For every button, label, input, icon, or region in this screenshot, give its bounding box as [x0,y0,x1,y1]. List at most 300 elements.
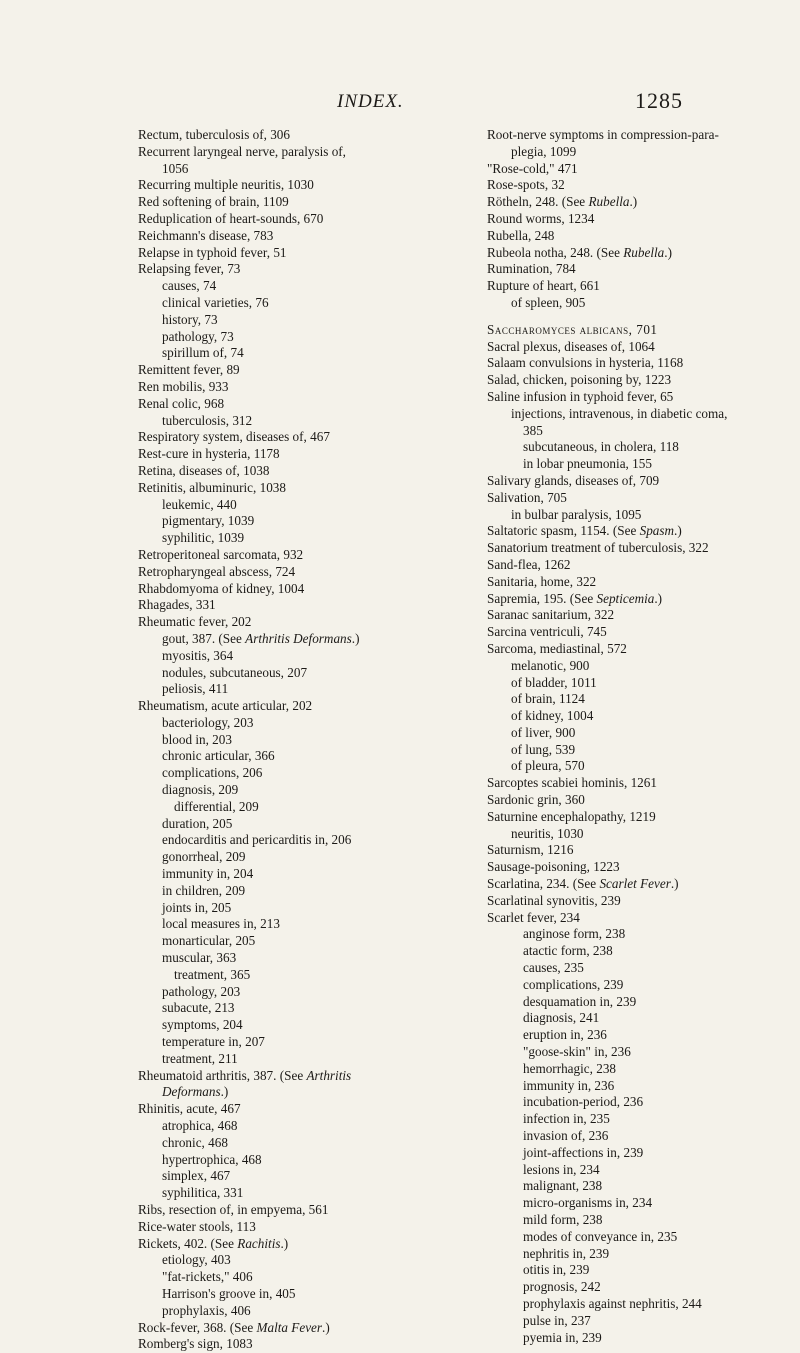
index-entry [487,389,800,406]
index-subentry [487,406,800,423]
index-entry [487,591,800,608]
index-subentry [138,967,476,984]
entry-text: etiology, 403 [162,1252,231,1268]
index-entry [487,574,800,591]
entry-text: nephritis in, 239 [523,1245,610,1261]
entry-text: mild form, 238 [523,1212,603,1227]
index-entry [138,228,476,245]
entry-text: micro-organisms in, 234 [523,1195,653,1211]
entry-text: differential, 209 [174,798,259,814]
index-entry [487,876,800,893]
entry-text: atrophica, 468 [162,1118,238,1134]
entry-text: Scarlatina, 234. (See [487,876,600,892]
index-subentry [487,708,800,725]
entry-text: Sarcoma, mediastinal, 572 [487,640,627,656]
index-subentry [138,1051,476,1068]
entry-text: local measures in, 213 [162,916,280,932]
index-subentry [138,782,476,799]
index-subentry [138,732,476,749]
index-entry [138,194,476,211]
entry-text: Rice-water stools, 113 [138,1218,256,1234]
entry-text: duration, 205 [162,815,233,831]
index-subentry [487,1246,800,1263]
index-entry [138,597,476,614]
index-entry [487,641,800,658]
index-subentry [487,144,800,161]
entry-text: Sardonic grin, 360 [487,792,585,808]
entry-text: causes, 235 [523,960,584,976]
entry-text: pyemia in, 239 [523,1329,602,1345]
index-subentry [487,1094,800,1111]
index-entry [487,910,800,927]
cross-reference: Deformans [162,1084,221,1100]
index-entry [138,1320,476,1337]
index-entry [487,245,800,262]
index-entry [138,698,476,715]
entry-text: Recurrent laryngeal nerve, paralysis of, [138,143,346,159]
entry-text: injections, intravenous, in diabetic coma, [511,405,728,421]
index-entry [138,1202,476,1219]
entry-text: Scarlatinal synovitis, 239 [487,892,621,908]
entry-text: monarticular, 205 [162,933,256,949]
entry-text: of pleura, 570 [511,758,585,774]
index-subentry [487,1229,800,1246]
entry-text: of kidney, 1004 [511,708,594,724]
index-entry [487,228,800,245]
index-entry [487,842,800,859]
index-entry [487,127,800,144]
entry-text: pathology, 73 [162,328,234,344]
index-subentry [138,312,476,329]
entry-text: Romberg's sign, 1083 [138,1336,253,1352]
index-subentry [138,1168,476,1185]
index-entry [138,564,476,581]
entry-text: Rheumatoid arthritis, 387. (See [138,1067,307,1083]
index-entry [138,379,476,396]
entry-text: endocarditis and pericarditis in, 206 [162,832,352,848]
entry-text: 1056 [162,160,189,176]
index-subentry [138,631,476,648]
entry-text: blood in, 203 [162,731,232,747]
index-entry [138,547,476,564]
entry-text: incubation-period, 236 [523,1094,644,1110]
index-entry [138,144,476,161]
entry-text: Retinitis, albuminuric, 1038 [138,479,286,495]
index-entry [487,177,800,194]
entry-text: myositis, 364 [162,647,234,663]
entry-text: Sausage-poisoning, 1223 [487,859,620,875]
cross-reference: Rubella [623,244,665,260]
section-gap [487,312,800,322]
entry-text: Rötheln, 248. (See [487,194,589,210]
entry-tail: .) [220,1084,229,1100]
index-entry [487,211,800,228]
index-subentry [138,278,476,295]
entry-text: hypertrophica, 468 [162,1151,262,1167]
entry-text: causes, 74 [162,278,217,294]
entry-text: plegia, 1099 [511,143,577,159]
index-subentry [138,329,476,346]
entry-text: nodules, subcutaneous, 207 [162,664,308,680]
index-entry [138,245,476,262]
entry-text: Sapremia, 195. (See [487,590,597,606]
entry-text: 385 [523,422,543,438]
index-entry [487,278,800,295]
cross-reference: Rubella [588,194,630,210]
entry-text: Sanatorium treatment of tuberculosis, 322 [487,540,709,556]
index-subentry [487,295,800,312]
index-entry [138,362,476,379]
entry-text: muscular, 363 [162,950,237,966]
entry-text: Saltatoric spasm, 1154. (See [487,523,640,539]
entry-text: Salivation, 705 [487,489,567,505]
entry-text: complications, 239 [523,976,624,992]
entry-text: pulse in, 237 [523,1312,591,1328]
index-entry [487,557,800,574]
index-entry [138,581,476,598]
entry-text: hemorrhagic, 238 [523,1060,617,1076]
entry-text: immunity in, 236 [523,1077,615,1093]
index-entry [487,792,800,809]
index-subentry [487,994,800,1011]
index-subentry [487,1178,800,1195]
index-subentry [138,883,476,900]
index-subentry [138,748,476,765]
entry-text: Sarcoptes scabiei hominis, 1261 [487,775,657,791]
entry-text: "goose-skin" in, 236 [523,1044,631,1060]
entry-tail: .) [280,1235,289,1251]
index-subentry [138,866,476,883]
index-subentry [487,423,800,440]
index-entry [487,624,800,641]
entry-text: Remittent fever, 89 [138,362,240,378]
entry-text: Rectum, tuberculosis of, 306 [138,127,290,142]
entry-text: simplex, 467 [162,1168,231,1184]
index-entry [487,355,800,372]
index-subentry [487,1111,800,1128]
entry-text: Rubella, 248 [487,227,555,243]
index-subentry [487,1162,800,1179]
entry-text: Recurring multiple neuritis, 1030 [138,177,314,193]
entry-text: Scarlet fever, 234 [487,909,580,925]
entry-text: immunity in, 204 [162,866,254,882]
index-entry [138,1101,476,1118]
entry-text: gonorrheal, 209 [162,849,246,865]
index-column-left [138,127,476,1353]
entry-text: of spleen, 905 [511,294,586,310]
index-subentry [138,681,476,698]
entry-tail: .) [351,630,360,646]
entry-text: joint-affections in, 239 [523,1144,644,1160]
entry-text: of lung, 539 [511,741,576,757]
entry-text: Harrison's groove in, 405 [162,1285,296,1301]
entry-text: anginose form, 238 [523,926,626,942]
index-entry [487,809,800,826]
index-subentry [138,715,476,732]
index-subentry [138,1135,476,1152]
entry-text: Relapsing fever, 73 [138,261,241,277]
index-entry [487,194,800,211]
cross-reference: Septicemia [596,590,655,606]
entry-text: of brain, 1124 [511,691,585,707]
index-entry [138,396,476,413]
index-entry [138,1219,476,1236]
entry-text: leukemic, 440 [162,496,237,512]
cross-reference: Rachitis [237,1235,281,1251]
running-head-title: INDEX. [337,91,404,112]
entry-tail: .) [670,876,679,892]
cross-reference: Spasm [639,523,675,539]
entry-text: Rubeola notha, 248. (See [487,244,624,260]
entry-text: syphilitic, 1039 [162,530,245,546]
index-subentry [487,758,800,775]
entry-text: modes of conveyance in, 235 [523,1228,678,1244]
index-subentry [487,1279,800,1296]
index-subentry [138,1286,476,1303]
index-subentry [138,295,476,312]
index-subentry [138,161,476,178]
index-entry [138,1336,476,1353]
index-subentry [487,725,800,742]
entry-text: Salad, chicken, poisoning by, 1223 [487,372,672,388]
index-subentry [487,943,800,960]
entry-tail: .) [664,244,672,260]
entry-text: in bulbar paralysis, 1095 [511,506,642,522]
index-entry [138,446,476,463]
index-entry [487,473,800,490]
index-subentry [487,1078,800,1095]
entry-text: Rheumatic fever, 202 [138,614,252,630]
index-subentry [487,826,800,843]
entry-text: in lobar pneumonia, 155 [523,456,652,472]
entry-text: peliosis, 411 [162,681,229,697]
index-entry [487,161,800,178]
index-subentry [487,1044,800,1061]
index-subentry [487,1061,800,1078]
entry-text: Saline infusion in typhoid fever, 65 [487,388,674,404]
entry-text: chronic, 468 [162,1134,228,1150]
entry-text: Rhabdomyoma of kidney, 1004 [138,580,305,596]
entry-tail: .) [674,523,682,539]
entry-text: Salaam convulsions in hysteria, 1168 [487,355,684,371]
entry-text: in children, 209 [162,882,246,898]
entry-text: Rest-cure in hysteria, 1178 [138,446,280,462]
index-entry [487,322,800,339]
entry-text: desquamation in, 239 [523,993,637,1009]
index-entry [138,429,476,446]
index-entry [487,775,800,792]
index-entry [138,480,476,497]
entry-text: treatment, 365 [174,966,251,982]
index-entry [487,339,800,356]
index-subentry [487,1010,800,1027]
index-subentry [138,916,476,933]
index-subentry [138,413,476,430]
index-subentry [487,1262,800,1279]
index-subentry [138,900,476,917]
entry-text: prophylaxis, 406 [162,1302,251,1318]
entry-text: temperature in, 207 [162,1034,265,1050]
entry-text: Saccharomyces albicans, 701 [487,321,658,337]
entry-text: history, 73 [162,311,218,327]
entry-text: Reduplication of heart-sounds, 670 [138,210,324,226]
index-entry [487,372,800,389]
entry-text: Renal colic, 968 [138,395,225,411]
index-entry [138,177,476,194]
entry-text: clinical varieties, 76 [162,294,269,310]
index-subentry [487,1027,800,1044]
index-subentry [487,1212,800,1229]
cross-reference: Arthritis Deformans [245,630,352,646]
index-subentry [138,648,476,665]
index-subentry [487,675,800,692]
index-entry [487,523,800,540]
entry-text: atactic form, 238 [523,943,613,959]
entry-text: subcutaneous, in cholera, 118 [523,439,679,455]
entry-text: neuritis, 1030 [511,825,584,841]
entry-text: Rhagades, 331 [138,597,216,613]
index-subentry [138,513,476,530]
entry-text: Root-nerve symptoms in compression-para- [487,127,719,142]
entry-text: of bladder, 1011 [511,674,597,690]
cross-reference: Malta Fever [256,1319,323,1335]
index-entry [138,261,476,278]
entry-text: invasion of, 236 [523,1128,609,1144]
index-subentry [138,799,476,816]
entry-text: Round worms, 1234 [487,210,595,226]
index-entry [487,607,800,624]
index-subentry [487,691,800,708]
entry-text: Relapse in typhoid fever, 51 [138,244,287,260]
cross-reference: Arthritis [306,1067,352,1083]
index-entry [487,893,800,910]
index-entry [487,859,800,876]
entry-tail: .) [322,1319,330,1335]
cross-reference: Scarlet Fever [599,876,671,892]
entry-text: Sand-flea, 1262 [487,556,571,572]
entry-text: "Rose-cold," 471 [487,160,578,176]
entry-text: lesions in, 234 [523,1161,600,1177]
index-subentry [138,345,476,362]
index-subentry [138,497,476,514]
index-entry [138,1236,476,1253]
entry-text: otitis in, 239 [523,1262,590,1278]
index-subentry [487,1145,800,1162]
entry-text: Rumination, 784 [487,261,576,277]
entry-text: of liver, 900 [511,724,576,740]
entry-text: Saturnine encephalopathy, 1219 [487,808,656,824]
entry-text: joints in, 205 [162,899,232,915]
entry-text: Rhinitis, acute, 467 [138,1101,241,1117]
index-subentry [138,765,476,782]
index-entry [138,614,476,631]
entry-text: syphilitica, 331 [162,1185,244,1201]
index-entry [487,540,800,557]
entry-text: Retina, diseases of, 1038 [138,462,270,478]
index-entry [487,261,800,278]
index-entry [138,463,476,480]
entry-text: melanotic, 900 [511,657,590,673]
entry-text: diagnosis, 209 [162,782,239,798]
index-subentry [138,1152,476,1169]
index-subentry [138,1034,476,1051]
entry-text: gout, 387. (See [162,630,246,646]
entry-text: Reichmann's disease, 783 [138,227,274,243]
index-subentry [138,1000,476,1017]
index-subentry [138,816,476,833]
index-subentry [487,456,800,473]
entry-text: Sarcina ventriculi, 745 [487,624,607,640]
entry-text: subacute, 213 [162,1000,235,1016]
index-entry [138,211,476,228]
entry-text: Rose-spots, 32 [487,177,565,193]
entry-text: diagnosis, 241 [523,1010,600,1026]
index-subentry [487,1313,800,1330]
entry-text: Rheumatism, acute articular, 202 [138,698,313,714]
index-subentry [138,1118,476,1135]
index-subentry [138,1017,476,1034]
entry-text: Respiratory system, diseases of, 467 [138,429,330,445]
page-number: 1285 [635,88,683,113]
index-subentry [138,933,476,950]
entry-tail: .) [629,194,638,210]
entry-text: bacteriology, 203 [162,714,254,730]
entry-text: Rupture of heart, 661 [487,278,600,294]
index-entry [138,127,476,144]
entry-text: Rock-fever, 368. (See [138,1319,257,1335]
index-column-right [487,127,800,1346]
entry-text: Ribs, resection of, in empyema, 561 [138,1202,329,1217]
index-subentry [138,984,476,1001]
index-subentry [487,1296,800,1313]
index-subentry [138,849,476,866]
entry-text: prophylaxis against nephritis, 244 [523,1295,702,1311]
index-entry [138,1068,476,1085]
entry-text: infection in, 235 [523,1111,610,1127]
entry-text: Sacral plexus, diseases of, 1064 [487,338,655,354]
entry-text: Retroperitoneal sarcomata, 932 [138,546,304,562]
entry-text: eruption in, 236 [523,1027,607,1043]
index-subentry [487,658,800,675]
index-subentry [138,530,476,547]
entry-text: Sanitaria, home, 322 [487,573,597,589]
entry-text: malignant, 238 [523,1178,603,1194]
entry-text: prognosis, 242 [523,1279,601,1295]
index-subentry [487,977,800,994]
index-subentry [138,1084,476,1101]
index-subentry [138,1252,476,1269]
index-subentry [138,1185,476,1202]
index-subentry [138,950,476,967]
index-subentry [487,507,800,524]
index-subentry [487,960,800,977]
entry-text: Retropharyngeal abscess, 724 [138,563,296,579]
entry-text: spirillum of, 74 [162,345,244,361]
index-entry [487,490,800,507]
entry-text: Salivary glands, diseases of, 709 [487,472,660,488]
entry-text: Ren mobilis, 933 [138,378,229,394]
entry-text: chronic articular, 366 [162,748,275,764]
index-subentry [138,665,476,682]
entry-text: Rickets, 402. (See [138,1235,238,1251]
entry-tail: .) [654,590,663,606]
entry-text: tuberculosis, 312 [162,412,253,428]
entry-text: Saranac sanitarium, 322 [487,607,615,623]
index-subentry [487,1195,800,1212]
entry-text: Red softening of brain, 1109 [138,194,289,210]
index-subentry [487,1330,800,1347]
entry-text: symptoms, 204 [162,1017,243,1033]
